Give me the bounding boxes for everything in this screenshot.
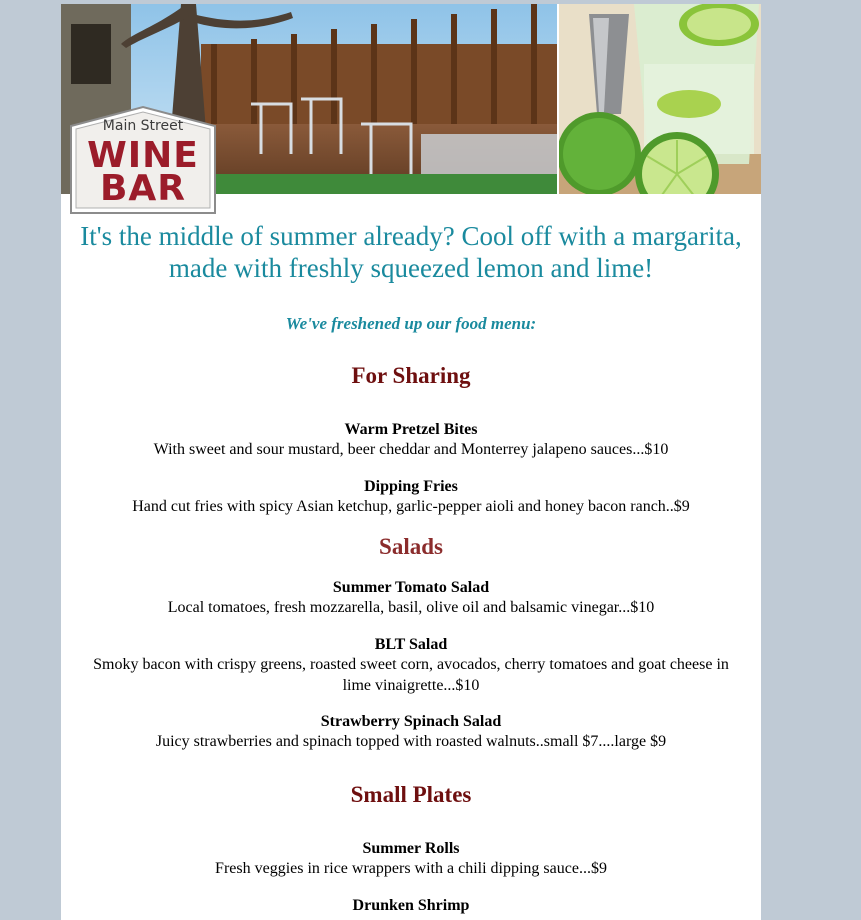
menu-item-description: Juicy strawberries and spinach topped with roasted walnuts..small $7....large $9 (155, 733, 667, 750)
section-title-salads: Salads (379, 534, 443, 559)
logo-wine: WINE (87, 135, 199, 176)
section-title-small-plates: Small Plates (350, 782, 472, 807)
menu-item-description: Fresh veggies in rice wrappers with a chili dipping sauce...$9 (215, 860, 607, 877)
logo-main-street: Main Street (102, 118, 184, 134)
newsletter-page (61, 4, 761, 920)
headline: It's the middle of summer already? Cool off with a margarita, made with freshly squeezed lemon and lime! (80, 221, 742, 283)
intro-text: We've freshened up our food menu: (285, 314, 537, 333)
section-title-for-sharing: For Sharing (351, 363, 471, 388)
menu-item-description: With sweet and sour mustard, beer cheddar and Monterrey jalapeno sauces...$10 (153, 441, 669, 458)
menu-item-description: Smoky bacon with crispy greens, roasted sweet corn, avocados, cherry tomatoes and goat cheese in lime vinaigrette...$10 (93, 656, 729, 694)
menu-item-name: Summer Rolls (362, 840, 460, 857)
menu-item-name: Warm Pretzel Bites (344, 421, 478, 438)
menu-item-name: Drunken Shrimp (352, 897, 470, 914)
menu-item-name: BLT Salad (374, 636, 448, 653)
menu-item-description: Local tomatoes, fresh mozzarella, basil, olive oil and balsamic vinegar...$10 (167, 599, 655, 616)
menu-item-name: Dipping Fries (364, 478, 458, 495)
margarita-photo (559, 4, 761, 194)
logo-bar: BAR (99, 168, 187, 209)
menu-item-name: Strawberry Spinach Salad (320, 713, 502, 730)
menu-item-name: Summer Tomato Salad (332, 579, 490, 596)
menu-item-description: Hand cut fries with spicy Asian ketchup, garlic-pepper aioli and honey bacon ranch..$9 (132, 498, 690, 515)
wine-bar-logo (68, 104, 218, 216)
